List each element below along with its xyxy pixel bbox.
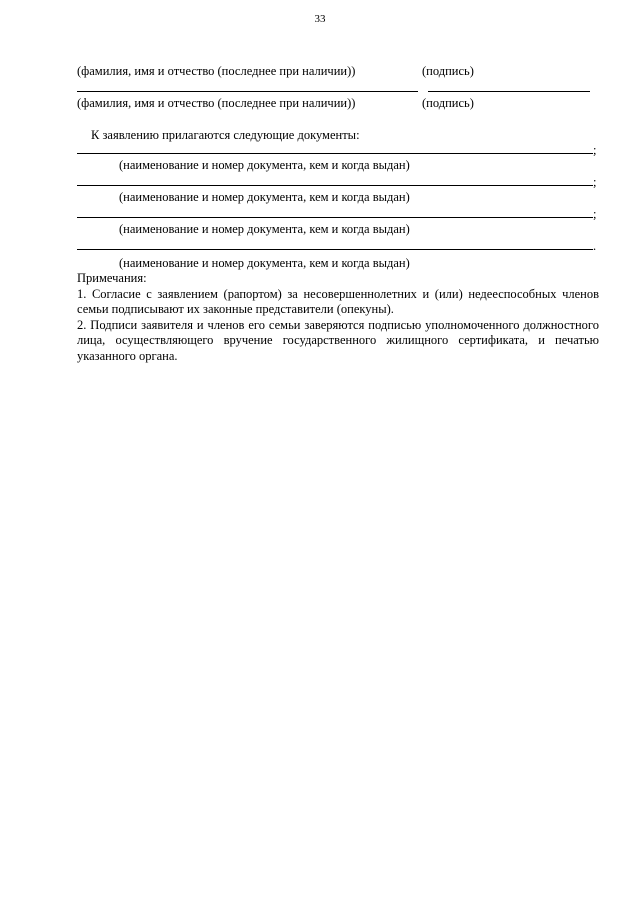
document-line-1 <box>77 153 593 154</box>
notes-heading: Примечания: <box>77 271 147 285</box>
document-end-mark-1: ; <box>593 143 597 157</box>
name-caption-1: (фамилия, имя и отчество (последнее при наличии)) <box>77 64 356 78</box>
note-item-2: 2. Подписи заявителя и членов его семьи заверяются подписью уполномоченного должностного лица, осуществляющего вручение государственного жилищного сертификата, и печатью указанного органа. <box>77 317 599 363</box>
signature-line-2 <box>428 91 590 92</box>
page-number: 33 <box>314 13 326 25</box>
document-end-mark-2: ; <box>593 175 597 189</box>
document-line-3 <box>77 217 593 218</box>
name-line-2 <box>77 91 418 92</box>
document-line-4 <box>77 249 593 250</box>
name-caption-2: (фамилия, имя и отчество (последнее при наличии)) <box>77 96 356 110</box>
signature-caption-1: (подпись) <box>422 64 474 78</box>
note-item-1: 1. Согласие с заявлением (рапортом) за несовершеннолетних и (или) недееспособных членов семьи подписывают их законные представители (опекуны). <box>77 286 599 316</box>
document-line-2 <box>77 185 593 186</box>
signature-caption-2: (подпись) <box>422 96 474 110</box>
attachments-intro: К заявлению прилагаются следующие документы: <box>91 128 360 142</box>
notes-section <box>77 271 599 364</box>
document-caption-2: (наименование и номер документа, кем и когда выдан) <box>119 190 410 204</box>
document-caption-3: (наименование и номер документа, кем и когда выдан) <box>119 222 410 236</box>
document-caption-1: (наименование и номер документа, кем и когда выдан) <box>119 158 410 172</box>
document-end-mark-3: ; <box>593 207 597 221</box>
document-end-mark-4: . <box>593 239 597 253</box>
document-caption-4: (наименование и номер документа, кем и когда выдан) <box>119 256 410 270</box>
